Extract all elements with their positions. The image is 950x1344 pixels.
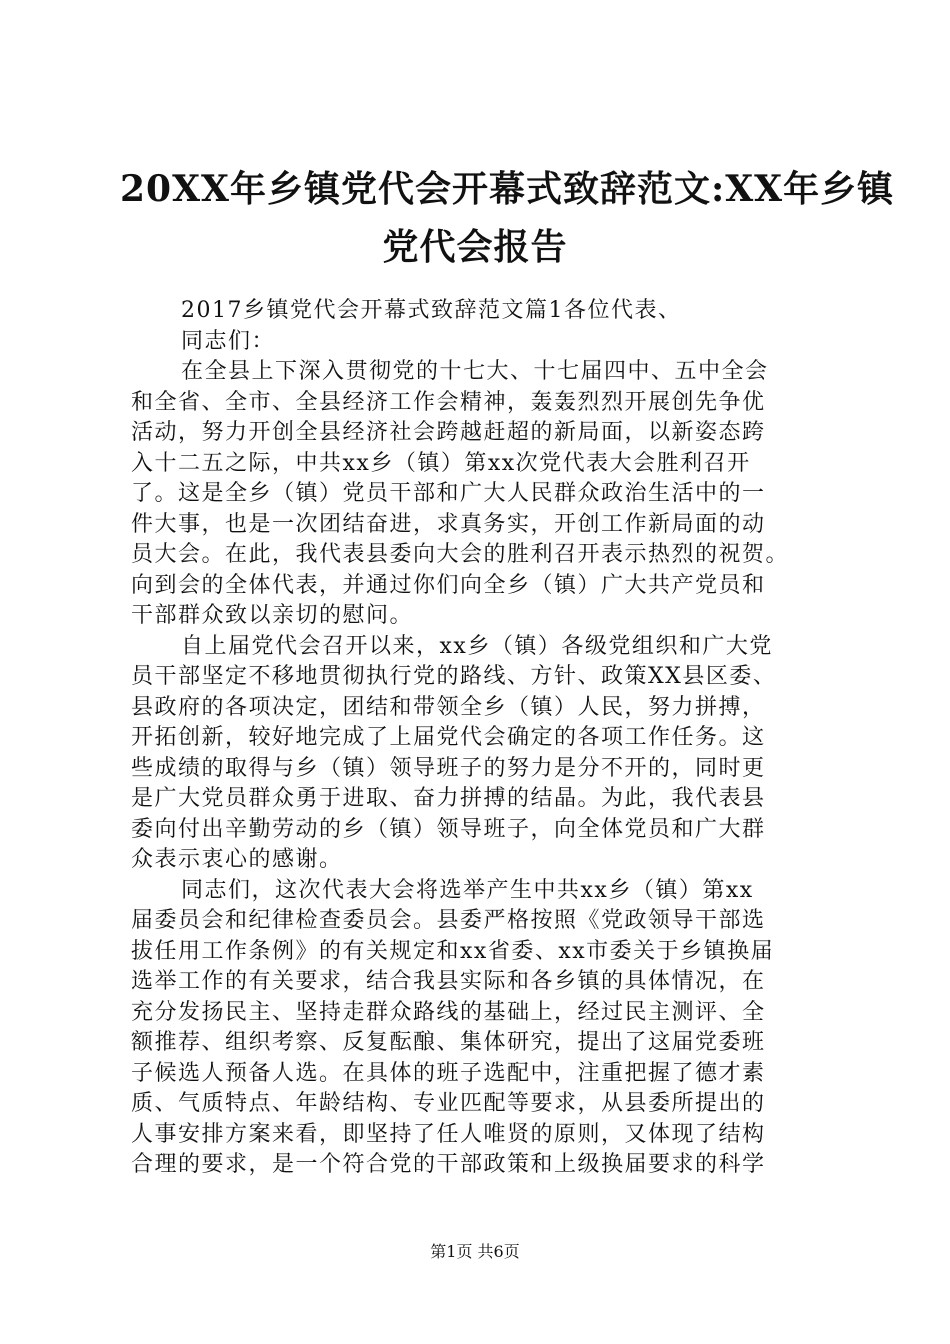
body-line: 了。这是全乡（镇）党员干部和广大人民群众政治生活中的一 <box>131 481 766 506</box>
title-line-2: 党代会报告 <box>382 226 568 268</box>
body-line: 入十二五之际，中共xx乡（镇）第xx次党代表大会胜利召开 <box>131 450 751 476</box>
title-line-1: 20XX年乡镇党代会开幕式致辞范文:XX年乡镇 <box>120 168 895 210</box>
body-line: 和全省、全市、全县经济工作会精神，轰轰烈烈开展创先争优 <box>131 389 766 415</box>
body-line: 届委员会和纪律检查委员会。县委严格按照《党政领导干部选 <box>131 908 766 933</box>
page-footer: 第1页 共6页 <box>430 1242 520 1261</box>
body-line: 干部群众致以亲切的慰问。 <box>131 603 414 628</box>
body-line: 2017乡镇党代会开幕式致辞范文篇1各位代表、 <box>181 298 682 323</box>
body-line: 众表示衷心的感谢。 <box>131 847 343 872</box>
body-line: 充分发扬民主、坚持走群众路线的基础上，经过民主测评、全 <box>131 999 766 1025</box>
document-title <box>120 160 895 276</box>
body-line: 额推荐、组织考察、反复酝酿、集体研究，提出了这届党委班 <box>131 1030 766 1055</box>
body-line: 向到会的全体代表，并通过你们向全乡（镇）广大共产党员和 <box>131 572 766 598</box>
body-line: 人事安排方案来看，即坚持了任人唯贤的原则，又体现了结构 <box>131 1121 766 1147</box>
body-line: 些成绩的取得与乡（镇）领导班子的努力是分不开的，同时更 <box>131 755 766 781</box>
body-line: 同志们，这次代表大会将选举产生中共xx乡（镇）第xx <box>181 877 754 903</box>
body-line: 在全县上下深入贯彻党的十七大、十七届四中、五中全会 <box>181 359 769 384</box>
document-body <box>131 296 831 1181</box>
body-line: 选举工作的有关要求，结合我县实际和各乡镇的具体情况，在 <box>131 969 766 994</box>
body-line: 员干部坚定不移地贯彻执行党的路线、方针、政策XX县区委、 <box>131 664 777 689</box>
body-line: 拔任用工作条例》的有关规定和xx省委、xx市委关于乡镇换届 <box>131 938 775 964</box>
body-line: 合理的要求，是一个符合党的干部政策和上级换届要求的科学 <box>131 1152 766 1177</box>
body-line: 自上届党代会召开以来，xx乡（镇）各级党组织和广大党 <box>181 633 773 659</box>
body-line: 县政府的各项决定，团结和带领全乡（镇）人民，努力拼搏， <box>131 694 766 720</box>
body-line: 开拓创新，较好地完成了上届党代会确定的各项工作任务。这 <box>131 725 766 750</box>
body-line: 活动，努力开创全县经济社会跨越赶超的新局面，以新姿态跨 <box>131 420 766 445</box>
body-line: 质、气质特点、年龄结构、专业匹配等要求，从县委所提出的 <box>131 1091 766 1116</box>
body-line: 子候选人预备人选。在具体的班子选配中，注重把握了德才素 <box>131 1060 766 1086</box>
body-line: 委向付出辛勤劳动的乡（镇）领导班子，向全体党员和广大群 <box>131 816 766 842</box>
body-line: 员大会。在此，我代表县委向大会的胜利召开表示热烈的祝贺。 <box>131 542 790 567</box>
body-line: 是广大党员群众勇于进取、奋力拼搏的结晶。为此，我代表县 <box>131 786 766 811</box>
body-line: 件大事，也是一次团结奋进，求真务实，开创工作新局面的动 <box>131 511 766 537</box>
body-line: 同志们： <box>181 328 276 354</box>
